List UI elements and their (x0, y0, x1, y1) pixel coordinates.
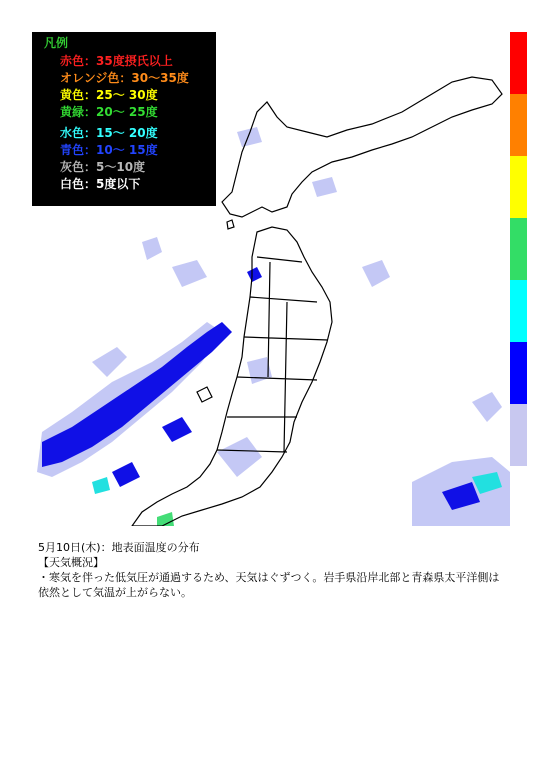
legend-row-orange: オレンジ色：30～35度 (60, 71, 189, 85)
caption-date-title: 5月10日(木)：地表面温度の分布 (38, 541, 200, 554)
caption (38, 540, 508, 600)
legend-row-blue: 青色：10～ 15度 (60, 143, 158, 157)
legend-row-yellowgreen: 黄緑：20～ 25度 (60, 105, 158, 119)
color-scale-green (510, 218, 527, 280)
legend-row-red: 赤色：35度摂氏以上 (60, 54, 173, 68)
caption-weather-text: ・寒気を伴った低気圧が通過するため、天気はぐずつく。岩手県沿岸北部と青森県太平洋側は依然として気温が上がらない。 (38, 571, 500, 599)
legend-row-white: 白色：5度以下 (60, 177, 141, 191)
legend-row-gray: 灰色：5～10度 (60, 160, 146, 174)
color-scale-pale-blue (510, 404, 527, 466)
legend-panel (32, 32, 216, 206)
color-scale-cyan (510, 280, 527, 342)
color-scale-blue (510, 342, 527, 404)
legend-row-yellow: 黄色：25～ 30度 (60, 88, 158, 102)
caption-weather-heading: 【天気概況】 (38, 556, 104, 569)
legend-title: 凡例 (44, 36, 69, 50)
color-scale-bar (510, 32, 527, 466)
color-scale-yellow (510, 156, 527, 218)
legend-row-lightblue: 水色：15～ 20度 (60, 126, 158, 140)
color-scale-red (510, 32, 527, 94)
color-scale-orange (510, 94, 527, 156)
